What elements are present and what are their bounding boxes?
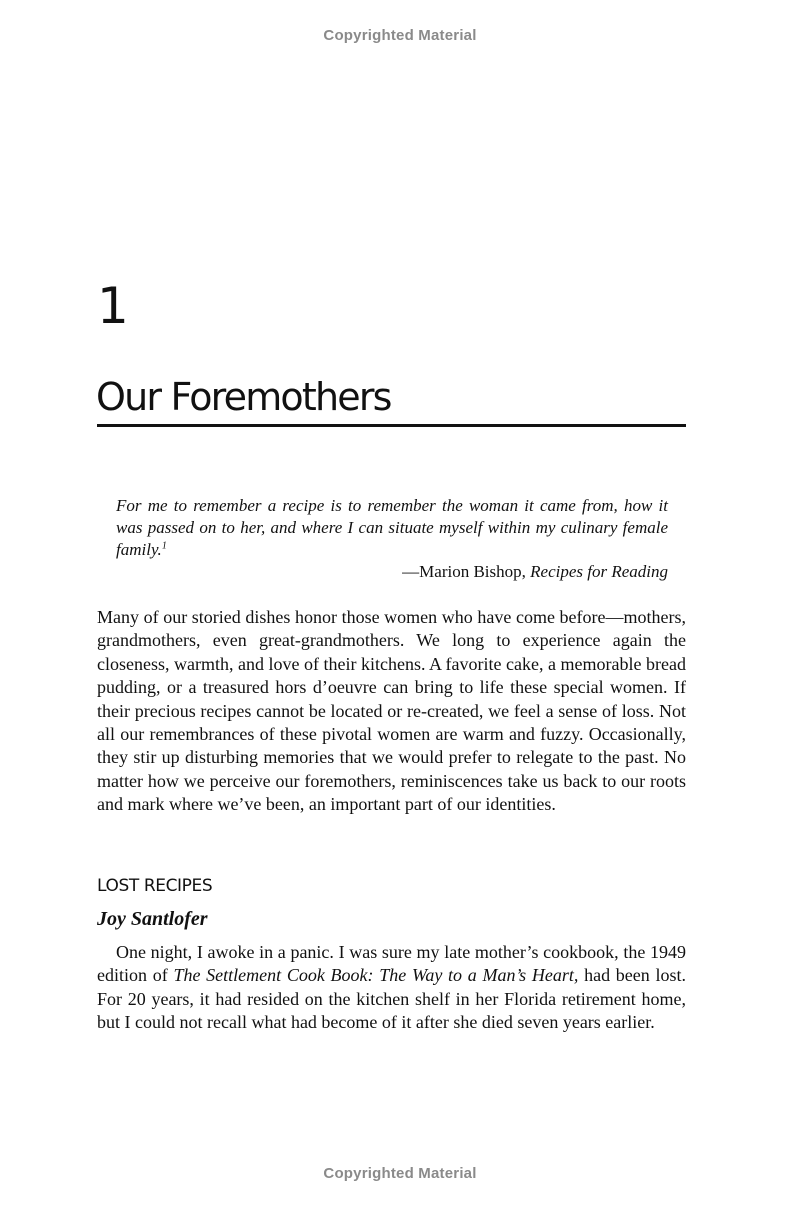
epigraph-attribution: [116, 561, 668, 583]
story-paragraph: [97, 941, 686, 1035]
chapter-number: 1: [97, 277, 129, 335]
story-text-start: One night, I awoke in a panic. I was sure my late mother’s cookbook, the 1949 edition of: [97, 942, 686, 986]
chapter-title: Our Foremothers: [96, 375, 391, 419]
copyright-watermark-bottom: Copyrighted Material: [323, 1165, 477, 1182]
title-rule-divider: [97, 424, 686, 427]
cookbook-title: The Settlement Cook Book: The Way to a Man’s Heart,: [173, 965, 579, 986]
epigraph-text: For me to remember a recipe is to remember the woman it came from, how it was passed on to her, and where I can situate myself within my culinary female family.: [116, 496, 668, 559]
section-heading: LOST RECIPES: [97, 876, 213, 896]
attribution-author: —Marion Bishop,: [402, 562, 531, 581]
footnote-marker: 1: [161, 540, 167, 552]
story-text-end: had been lost. For 20 years, it had resided on the kitchen shelf in her Florida retirement home, but I could not recall what had become of it after she died seven years earlier.: [97, 965, 686, 1033]
intro-paragraph: Many of our storied dishes honor those women who have come before—mothers, grandmothers, even great-grandmothers. We long to experience again the closeness, warmth, and love of their kitchens. A favorite cake, a memorable bread pudding, or a treasured hors d’oeuvre can bring to life these special women. If their precious recipes cannot be located or re-created, we feel a sense of loss. Not all our remembrances of these pivotal women are warm and fuzzy. Occasionally, they stir up disturbing memories that we would prefer to relegate to the past. No matter how we perceive our foremothers, reminiscences take us back to our roots and mark where we’ve been, an important part of our identities.: [97, 607, 686, 815]
epigraph-quote: [116, 495, 668, 561]
copyright-watermark-top: Copyrighted Material: [323, 27, 477, 44]
attribution-work-title: Recipes for Reading: [530, 562, 668, 581]
section-author: Joy Santlofer: [97, 908, 208, 930]
